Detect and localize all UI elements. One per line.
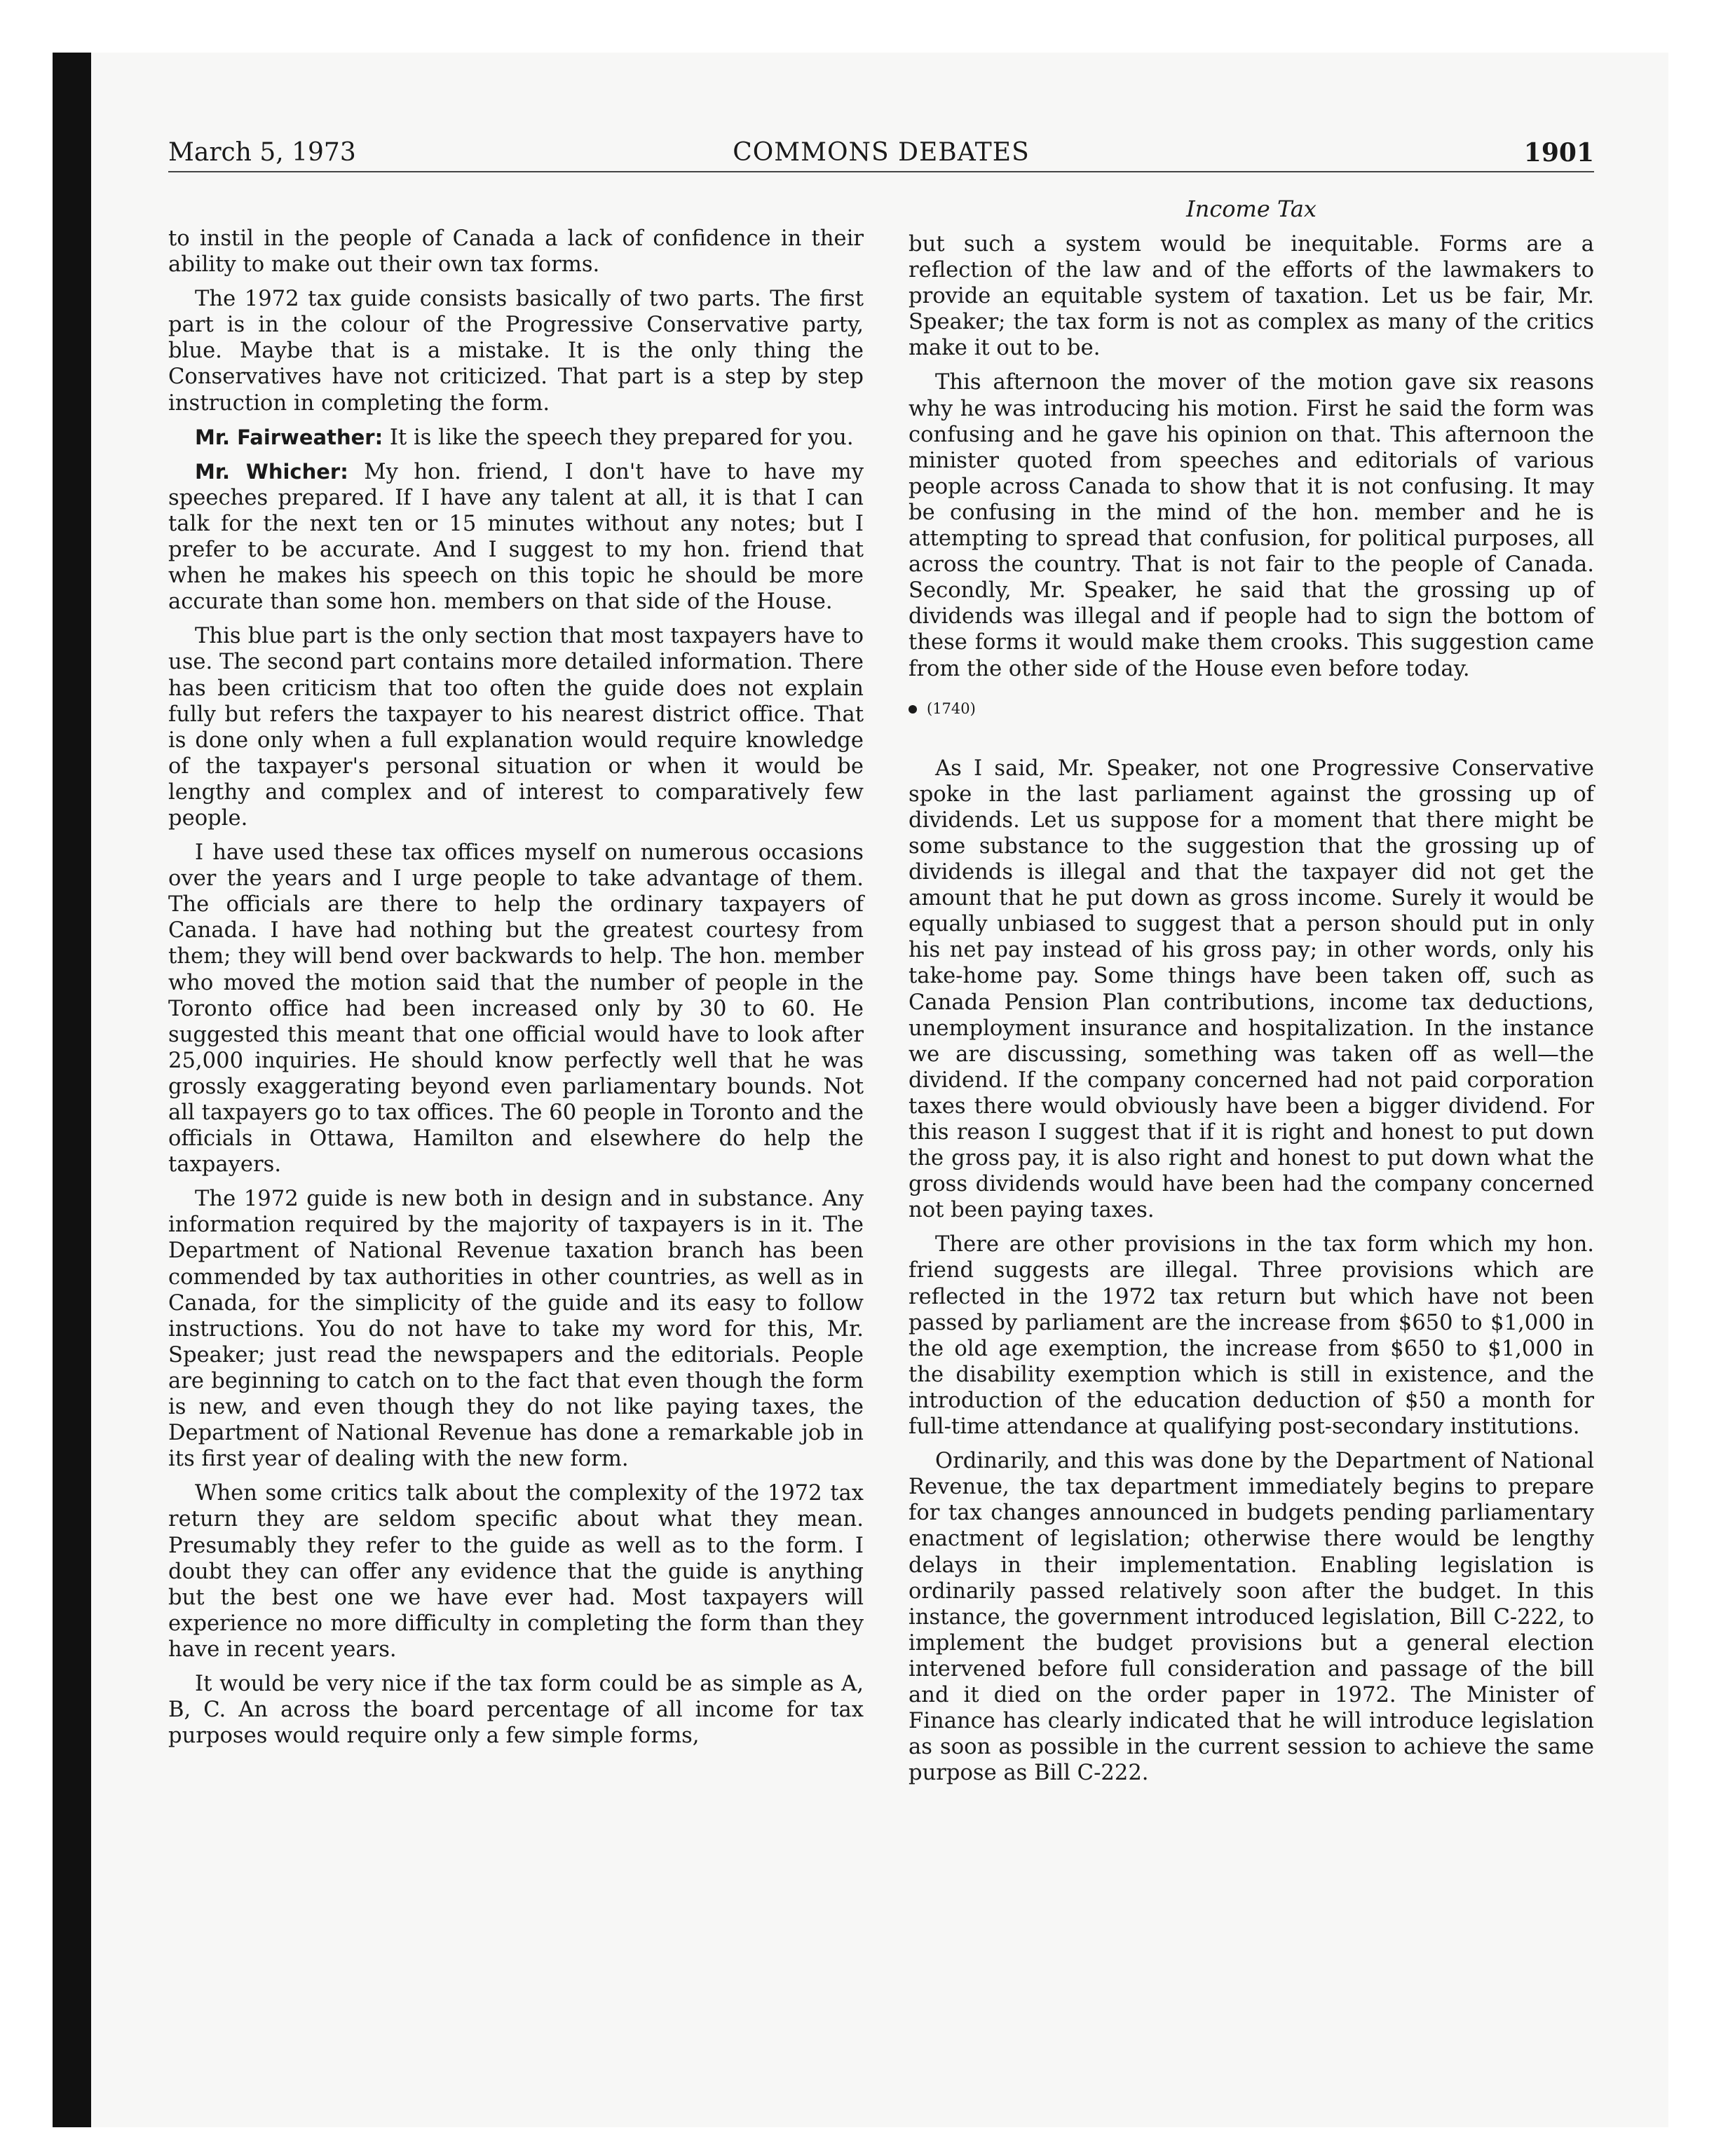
left-paragraph-9: It would be very nice if the tax form could be as simple as A, B, C. An across the board percentage of all income for tax purposes would require only a few simple forms, bbox=[168, 1671, 864, 1749]
page-header bbox=[168, 137, 1594, 172]
left-paragraph-2: The 1972 tax guide consists basically of two parts. The first part is in the colour of the Progressive Conservative party, blue. Maybe that is a mistake. It is the only thing the Conservatives have not criticized. That part is a step by step instruction in completing the form. bbox=[168, 287, 864, 416]
right-paragraph-2: This afternoon the mover of the motion gave six reasons why he was introducing his motion. First he said the form was confusing and he gave his opinion on that. This afternoon the minister quoted from speeches and editorials of various people across Canada to show that it is not confusing. It may be confusing in the mind of the hon. member and he is attempting to spread that confusion, for political purposes, all across the country. That is not fair to the people of Canada. Secondly, Mr. Speaker, he said that the grossing up of dividends was illegal and if people had to sign the bottom of these forms it would make them crooks. This suggestion came from the other side of the House even before today. bbox=[909, 370, 1594, 681]
right-column bbox=[909, 231, 1594, 1794]
header-page-number: 1901 bbox=[1523, 138, 1594, 168]
right-paragraph-1: but such a system would be inequitable. Forms are a reflection of the law and of the efforts of the lawmakers to provide an equitable system of taxation. Let us be fair, Mr. Speaker; the tax form is not as complex as many of the critics make it out to be. bbox=[909, 232, 1594, 361]
left-paragraph-1: to instil in the people of Canada a lack of confidence in their ability to make out their own tax forms. bbox=[168, 226, 864, 278]
left-paragraph-3 bbox=[168, 425, 864, 451]
time-marker bbox=[909, 696, 1594, 722]
left-paragraph-8: When some critics talk about the complexity of the 1972 tax return they are seldom specific about what they mean. Presumably they refer to the guide as well as to the form. I doubt they can offer any evidence that the guide is anything but the best one we have ever had. Most taxpayers will experience no more difficulty in completing the form than they have in recent years. bbox=[168, 1481, 864, 1662]
speaker-whicher: Mr. Whicher: bbox=[195, 459, 348, 484]
header-date: March 5, 1973 bbox=[168, 138, 356, 167]
right-paragraph-5: Ordinarily, and this was done by the Department of National Revenue, the tax department immediately begins to prepare for tax changes announced in budgets pending parliamentary enactment of legislation; otherwise there would be lengthy delays in their implementation. Enabling legislation is ordinarily passed relatively soon after the budget. In this instance, the government introduced legislation, Bill C-222, to implement the budget provisions but a general election intervened before full consideration and passage of the bill and it died on the order paper in 1972. The Minister of Finance has clearly indicated that he will introduce legislation as soon as possible in the current session to achieve the same purpose as Bill C-222. bbox=[909, 1449, 1594, 1786]
left-paragraph-6: I have used these tax offices myself on numerous occasions over the years and I urge people to take advantage of them. The officials are there to help the ordinary taxpayers of Canada. I have had nothing but the greatest courtesy from them; they will bend over backwards to help. The hon. member who moved the motion said that the number of people in the Toronto office had been increased only by 30 to 60. He suggested this meant that one official would have to look after 25,000 inquiries. He should know perfectly well that he was grossly exaggerating beyond even parliamentary bounds. Not all taxpayers go to tax offices. The 60 people in Toronto and the officials in Ottawa, Hamilton and elsewhere do help the taxpayers. bbox=[168, 840, 864, 1178]
right-paragraph-3: As I said, Mr. Speaker, not one Progressive Conservative spoke in the last parliament against the grossing up of dividends. Let us suppose for a moment that there might be some substance to the suggestion that the grossing up of dividends is illegal and that the taxpayer did not get the amount that he put down as gross income. Surely it would be equally unbiased to suggest that a person should put in only his net pay instead of his gross pay; in other words, only his take-home pay. Some things have been taken off, such as Canada Pension Plan contributions, income tax deductions, unemployment insurance and hospitalization. In the instance we are discussing, something was taken off as well—the dividend. If the company concerned had not paid corporation taxes there would obviously have been a bigger dividend. For this reason I suggest that if it is right and honest to put down the gross pay, it is also right and honest to put down what the gross dividends would have been had the company concerned not been paying taxes. bbox=[909, 756, 1594, 1223]
left-column bbox=[168, 226, 864, 1757]
left-paragraph-5: This blue part is the only section that most taxpayers have to use. The second part contains more detailed information. There has been criticism that too often the guide does not explain fully but refers the taxpayer to his nearest district office. That is done only when a full explanation would require knowledge of the taxpayer's personal situation or when it would be lengthy and complex and of interest to comparatively few people. bbox=[168, 624, 864, 831]
time-marker-label: (1740) bbox=[927, 700, 976, 717]
section-title: Income Tax bbox=[1186, 196, 1316, 222]
bullet-dot-icon bbox=[909, 705, 917, 714]
whicher-remark: My hon. friend, I don't have to have my speeches prepared. If I have any talent at all, it is that I can talk for the next ten or 15 minutes without any notes; but I prefer to be accurate. And I suggest to my hon. friend that when he makes his speech on this topic he should be more accurate than some hon. members on that side of the House. bbox=[168, 459, 864, 615]
right-paragraph-4: There are other provisions in the tax form which my hon. friend suggests are illegal. Three provisions which are reflected in the 1972 tax return but which have not been passed by parliament are the increase from $650 to $1,000 in the old age exemption, the increase from $650 to $1,000 in the disability exemption which is still in existence, and the introduction of the education deduction of $50 a month for full-time attendance at qualifying post-secondary institutions. bbox=[909, 1232, 1594, 1440]
speaker-fairweather: Mr. Fairweather: bbox=[195, 425, 383, 449]
left-paragraph-7: The 1972 guide is new both in design and in substance. Any information required by the majority of taxpayers is in it. The Department of National Revenue taxation branch has been commended by tax authorities in other countries, as well as in Canada, for the simplicity of the guide and its easy to follow instructions. You do not have to take my word for this, Mr. Speaker; just read the newspapers and the editorials. People are beginning to catch on to the fact that even though the form is new, and even though they do not like paying taxes, the Department of National Revenue has done a remarkable job in its first year of dealing with the new form. bbox=[168, 1187, 864, 1472]
header-publication: COMMONS DEBATES bbox=[733, 138, 1030, 167]
scan-edge-bar bbox=[53, 53, 91, 2127]
fairweather-remark: It is like the speech they prepared for you. bbox=[383, 425, 854, 450]
left-paragraph-4 bbox=[168, 459, 864, 615]
